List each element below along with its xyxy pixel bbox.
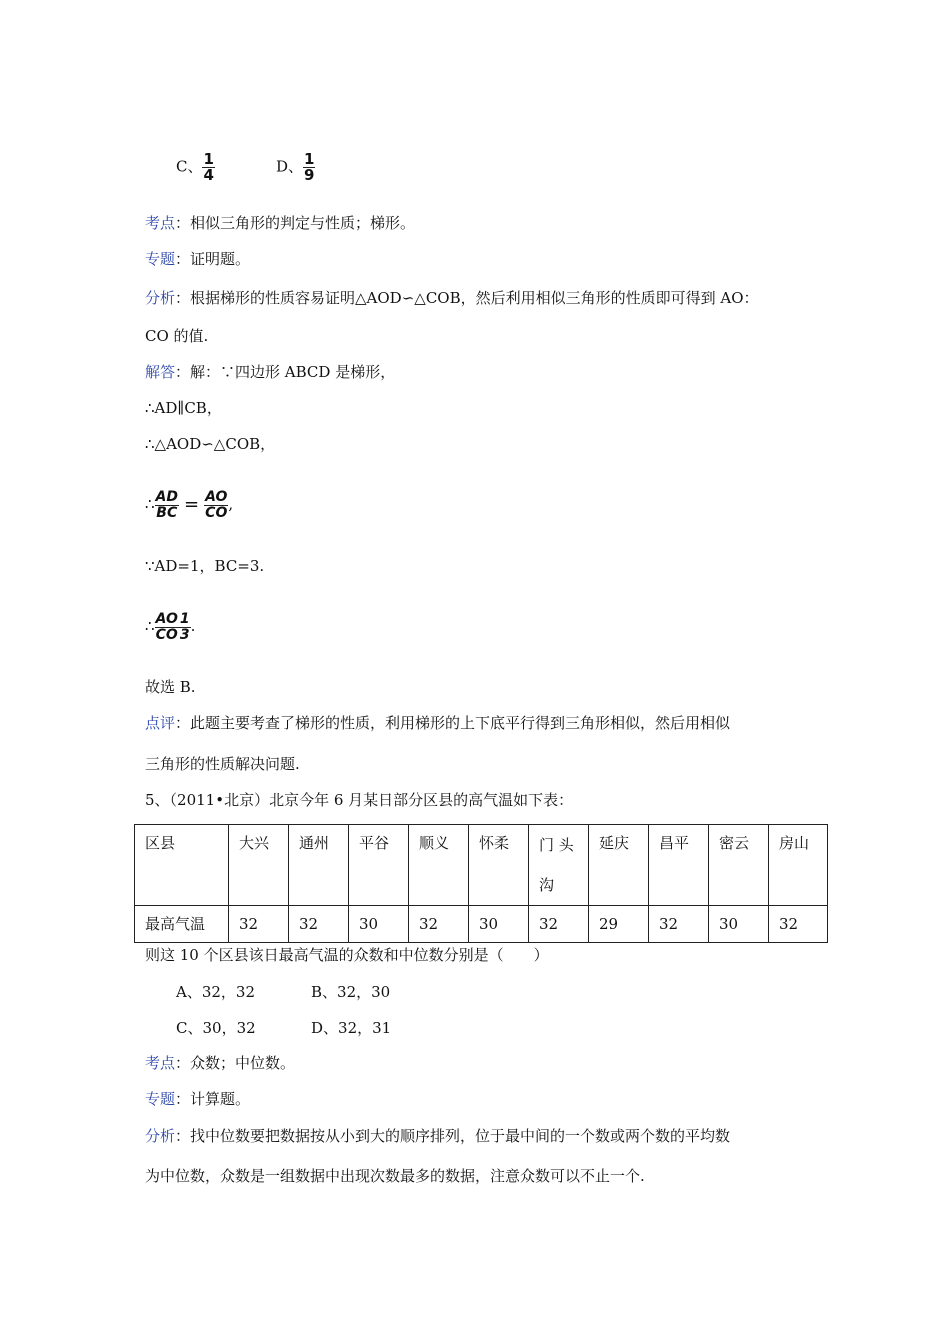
kaodian-line	[145, 213, 415, 233]
option-d	[276, 152, 315, 183]
step-5-equation: ∴ $\frac{AO}{CO}$ $\frac{1}{3}$ .	[145, 610, 196, 643]
table-cell: 30	[349, 906, 409, 943]
kaodian-label: 考点	[145, 1054, 176, 1072]
fenxi-line	[145, 1126, 730, 1146]
table-cell: 通州	[289, 825, 349, 906]
kaodian-line	[145, 1053, 295, 1073]
fenxi-label: 分析	[145, 1127, 176, 1145]
dianping-label: 点评	[145, 714, 176, 732]
option-c: C、30，32	[176, 1019, 256, 1037]
step-4: ∵AD=1，BC=3.	[145, 557, 265, 575]
option-d-label: D、	[276, 157, 304, 176]
option-d: D、32，31	[311, 1019, 392, 1037]
fraction: $\frac{AO}{CO}$	[205, 488, 228, 521]
answer-line: 故选 B.	[145, 678, 196, 696]
zhuanti-label: 专题	[145, 1090, 176, 1108]
question-5-prompt: 则这 10 个区县该日最高气温的众数和中位数分别是（ ）	[145, 946, 549, 964]
dianping-line	[145, 713, 730, 733]
table-cell: 30	[469, 906, 529, 943]
table-cell: 32	[529, 906, 589, 943]
table-cell: 密云	[709, 825, 769, 906]
dianping-text: ：此题主要考查了梯形的性质，利用梯形的上下底平行得到三角形相似，然后用相似	[175, 714, 731, 732]
table-cell: 32	[289, 906, 349, 943]
zhuanti-line	[145, 1089, 250, 1109]
jieda-text: ：解：∵四边形 ABCD 是梯形，	[175, 363, 396, 381]
step-1: ∴AD∥CB，	[145, 399, 222, 417]
zhuanti-line	[145, 249, 250, 269]
fenxi-text: ：找中位数要把数据按从小到大的顺序排列，位于最中间的一个数或两个数的平均数	[175, 1127, 731, 1145]
step-3-equation: ∴ $\frac{AD}{BC}$ = $\frac{AO}{CO}$ ,	[145, 488, 234, 521]
table-cell: 平谷	[349, 825, 409, 906]
fenxi-line-2: CO 的值.	[145, 327, 209, 345]
step-2: ∴△AOD∽△COB，	[145, 435, 276, 453]
table-cell: 区县	[135, 825, 229, 906]
zhuanti-text: ：证明题。	[175, 250, 251, 268]
fraction: $\frac{1}{4}$	[203, 150, 214, 184]
table-cell: 延庆	[589, 825, 649, 906]
option-a: A、32，32	[176, 983, 256, 1001]
zhuanti-text: ：计算题。	[175, 1090, 251, 1108]
jieda-line	[145, 362, 395, 382]
table-cell: 32	[409, 906, 469, 943]
kaodian-text: ：众数；中位数。	[175, 1054, 296, 1072]
table-cell: 门 头 沟	[529, 825, 589, 906]
fenxi-line-2: 为中位数，众数是一组数据中出现次数最多的数据，注意众数可以不止一个.	[145, 1167, 645, 1185]
table-cell: 32	[769, 906, 828, 943]
kaodian-text: ：相似三角形的判定与性质；梯形。	[175, 214, 416, 232]
option-c	[176, 152, 215, 183]
table-cell: 房山	[769, 825, 828, 906]
option-c-label: C、	[176, 157, 203, 176]
fraction: $\frac{AO}{CO}$	[155, 610, 178, 643]
dianping-line-2: 三角形的性质解决问题.	[145, 755, 300, 773]
option-b: B、32，30	[311, 983, 391, 1001]
fenxi-line	[145, 288, 759, 308]
fenxi-text: ：根据梯形的性质容易证明△AOD∽△COB，然后利用相似三角形的性质即可得到 AO：	[175, 289, 759, 307]
zhuanti-label: 专题	[145, 250, 176, 268]
table-row	[135, 825, 828, 906]
question-5-stem: 5、（2011•北京）北京今年 6 月某日部分区县的高气温如下表：	[145, 791, 574, 809]
kaodian-label: 考点	[145, 214, 176, 232]
table-cell: 32	[229, 906, 289, 943]
table-cell: 怀柔	[469, 825, 529, 906]
table-cell: 30	[709, 906, 769, 943]
fraction: $\frac{AD}{BC}$	[155, 488, 179, 521]
jieda-label: 解答	[145, 363, 176, 381]
table-cell: 32	[649, 906, 709, 943]
fraction: $\frac{1}{9}$	[304, 150, 315, 184]
table-cell: 29	[589, 906, 649, 943]
temperature-table	[134, 824, 828, 943]
fenxi-label: 分析	[145, 289, 176, 307]
table-cell: 顺义	[409, 825, 469, 906]
fraction: $\frac{1}{3}$	[179, 610, 190, 643]
table-cell: 昌平	[649, 825, 709, 906]
table-row	[135, 906, 828, 943]
table-cell: 大兴	[229, 825, 289, 906]
table-cell: 最高气温	[135, 906, 229, 943]
